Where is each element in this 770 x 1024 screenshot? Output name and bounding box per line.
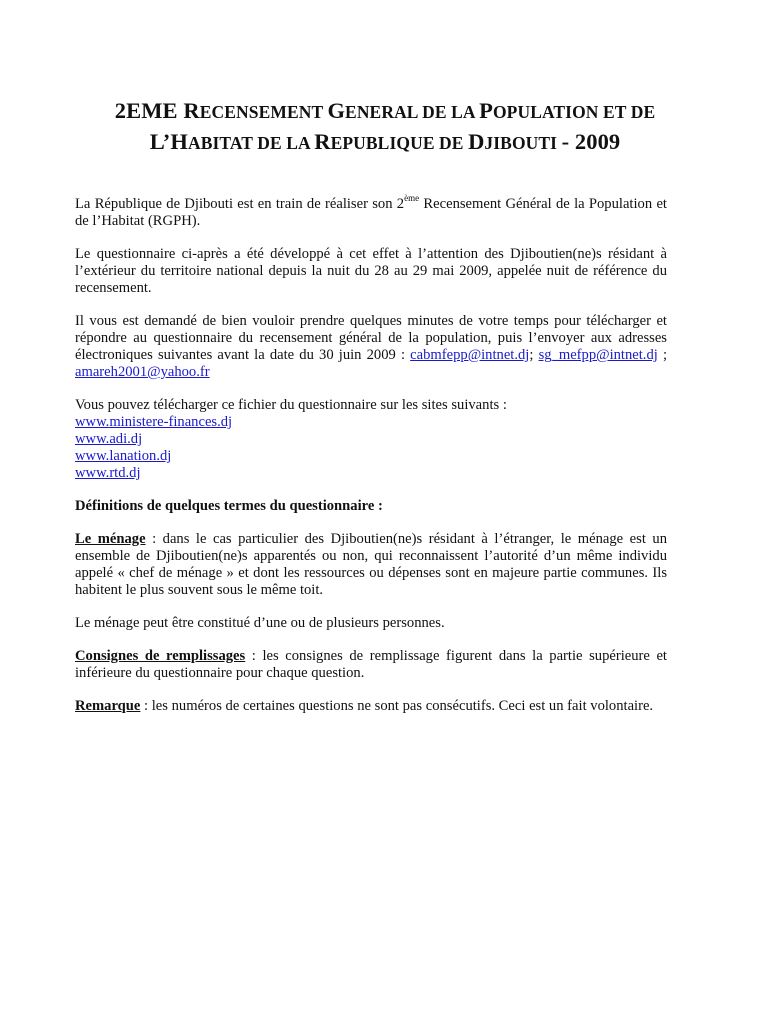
consignes-text: : les consignes de remplissage figurent dans la partie supérieure et inférieure du questionnaire pour chaque question. — [75, 648, 667, 681]
title-part: - 2009 — [561, 129, 621, 154]
remarque-term: Remarque — [75, 698, 141, 714]
menage-text: : dans le cas particulier des Djiboutien(ne)s résidant à l’étranger, le ménage est un ensemble de Djiboutien(ne)s apparentés ou non, qui reconnaissent l’autorité d’un même individu appelé « chef de ménage » et dont les ressources ou dépenses sont en majeure partie communes. Ils habitent le plus souvent sous le même toit. — [75, 531, 667, 598]
remarque-definition — [75, 698, 667, 715]
title-part: EPUBLIQUE DE — [330, 133, 469, 153]
site-link-ministere-finances[interactable] — [75, 414, 667, 431]
title-part: L’H — [149, 129, 188, 154]
title-part: 2EME — [114, 98, 184, 123]
remarque-text: : les numéros de certaines questions ne sont pas consécutifs. Ceci est un fait volontaire. — [140, 698, 654, 714]
download-intro: Vous pouvez télécharger ce fichier du questionnaire sur les sites suivants : — [75, 397, 507, 413]
ordinal-superscript: ème — [404, 193, 420, 203]
document-title — [60, 96, 710, 158]
consignes-definition — [75, 648, 667, 682]
intro-text: La République de Djibouti est en train de réaliser son 2 — [75, 196, 405, 212]
site-link-text[interactable]: www.ministere-finances.dj — [75, 414, 233, 430]
separator: ; — [657, 347, 668, 363]
title-part: R — [314, 129, 331, 154]
separator: ; — [529, 347, 539, 363]
title-line-1 — [60, 96, 710, 127]
title-part: OPULATION ET DE — [492, 102, 656, 122]
instructions-paragraph — [75, 313, 667, 381]
title-part: ECENSEMENT — [199, 102, 328, 122]
title-part: ENERAL DE LA — [345, 102, 480, 122]
title-part: R — [183, 98, 200, 123]
email-link-sg-mefpp[interactable]: sg_mefpp@intnet.dj — [538, 347, 658, 363]
consignes-term: Consignes de remplissages — [75, 648, 246, 664]
title-part: ABITAT DE LA — [187, 133, 315, 153]
definitions-heading: Définitions de quelques termes du questionnaire : — [75, 498, 383, 514]
menage-term: Le ménage — [75, 531, 146, 547]
title-line-2 — [60, 127, 710, 158]
title-part: G — [327, 98, 346, 123]
instructions-text: Il vous est demandé de bien vouloir prendre quelques minutes de votre temps pour télécharger et répondre au questionnaire du recensement général de la population, puis l’envoyer aux adresses électroniques suivantes avant la date du 30 juin 2009 : — [75, 313, 667, 363]
intro-paragraph — [75, 193, 667, 230]
site-link-text[interactable]: www.rtd.dj — [75, 465, 141, 481]
intro-text-end: Recensement Général de la Population et de l’Habitat (RGPH). — [75, 196, 667, 229]
questionnaire-paragraph: Le questionnaire ci-après a été développé à cet effet à l’attention des Djiboutien(ne)s résidant à l’extérieur du territoire national depuis la nuit du 28 au 29 mai 2009, appelée nuit de référence du recensement. — [75, 246, 667, 296]
site-link-text[interactable]: www.lanation.dj — [75, 448, 172, 464]
site-link-adi[interactable] — [75, 431, 667, 448]
menage-note: Le ménage peut être constitué d’une ou de plusieurs personnes. — [75, 615, 445, 631]
title-part: P — [479, 98, 493, 123]
title-part: JIBOUTI — [484, 133, 562, 153]
site-link-lanation[interactable] — [75, 448, 667, 465]
site-link-text[interactable]: www.adi.dj — [75, 431, 143, 447]
document-body — [75, 193, 668, 731]
title-part: D — [468, 129, 485, 154]
email-link-cabmfepp[interactable]: cabmfepp@intnet.dj — [410, 347, 530, 363]
download-section — [75, 397, 667, 482]
menage-definition — [75, 531, 667, 599]
site-link-rtd[interactable] — [75, 465, 667, 482]
email-link-amareh[interactable]: amareh2001@yahoo.fr — [75, 364, 210, 380]
